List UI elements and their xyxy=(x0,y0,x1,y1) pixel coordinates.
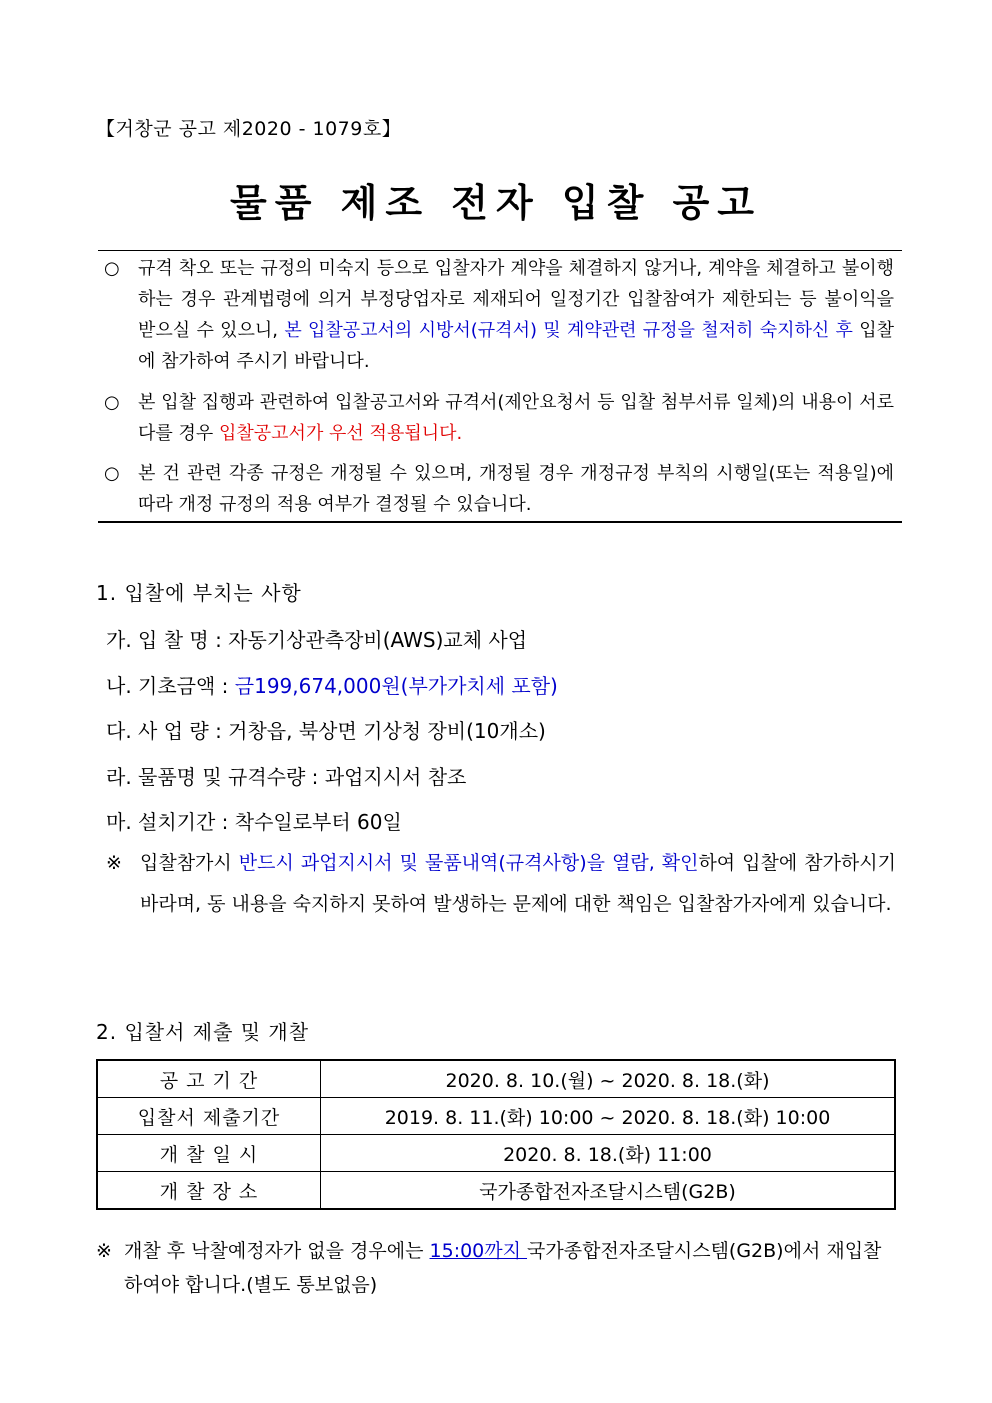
caution-item xyxy=(104,253,894,377)
table-row xyxy=(97,1098,895,1135)
emphasis-red: 입찰공고서가 우선 적용됩니다. xyxy=(219,423,463,444)
caution-text: 본 건 관련 각종 규정은 개정될 수 있으며, 개정될 경우 개정규정 부칙의 시행일(또는 적용일)에 따라 개정 규정의 적용 여부가 결정될 수 있습니다. xyxy=(138,463,894,515)
table-cell: 2019. 8. 11.(화) 10:00 ~ 2020. 8. 18.(화) 10:00 xyxy=(321,1098,896,1135)
caution-item xyxy=(104,387,894,449)
table-header-cell: 개 찰 일 시 xyxy=(97,1135,321,1172)
bid-item: 가. 입 찰 명 : 자동기상관측장비(AWS)교체 사업 xyxy=(106,628,528,652)
bid-item: 마. 설치기간 : 착수일로부터 60일 xyxy=(106,810,402,834)
table-header-cell: 입찰서 제출기간 xyxy=(97,1098,321,1135)
bid-item: 나. 기초금액 : 금199,674,000원(부가가치세 포함) xyxy=(106,674,558,698)
bid-item: 다. 사 업 량 : 거창읍, 북상면 기상청 장비(10개소) xyxy=(106,719,546,743)
reference-mark-icon: ※ xyxy=(106,852,122,874)
note-text: 입찰참가시 반드시 과업지시서 및 물품내역(규격사항)을 열람, 확인하여 입찰에 참가하시기 바라며, 동 내용을 숙지하지 못하여 발생하는 문제에 대한 책임은 입찰참가자에게 있습니다. xyxy=(140,852,896,915)
base-amount: 금199,674,000원(부가가치세 포함) xyxy=(234,674,558,698)
table-header-cell: 개 찰 장 소 xyxy=(97,1172,321,1210)
emphasis-blue: 반드시 과업지시서 및 물품내역(규격사항)을 열람, 확인 xyxy=(238,852,699,874)
circle-bullet-icon: ○ xyxy=(104,463,120,484)
bid-item: 라. 물품명 및 규격수량 : 과업지시서 참조 xyxy=(106,765,467,789)
section-heading: 2. 입찰서 제출 및 개찰 xyxy=(96,1020,310,1044)
section-heading: 1. 입찰에 부치는 사항 xyxy=(96,581,302,605)
section-note xyxy=(106,843,896,925)
deadline-time: 15:00까지 xyxy=(429,1240,528,1262)
circle-bullet-icon: ○ xyxy=(104,392,120,413)
caution-text: 규격 착오 또는 규정의 미숙지 등으로 입찰자가 계약을 체결하지 않거나, 계약을 체결하고 불이행하는 경우 관계법령에 의거 부정당업자로 제재되어 일정기간 입찰참여가 제한되는 등 불이익을 받으실 수 있으니, 본 입찰공고서의 시방서(규격서) 및 계약관련 규정을 철저히 숙지하신 후 입찰에 참가하여 주시기 바랍니다. xyxy=(138,258,894,372)
table-cell: 국가종합전자조달시스템(G2B) xyxy=(321,1172,896,1210)
table-cell: 2020. 8. 10.(월) ~ 2020. 8. 18.(화) xyxy=(321,1060,896,1098)
table-header-cell: 공 고 기 간 xyxy=(97,1060,321,1098)
page-title: 물품 제조 전자 입찰 공고 xyxy=(230,181,762,225)
caution-item xyxy=(104,458,894,520)
notice-number: 【거창군 공고 제2020 - 1079호】 xyxy=(96,118,402,140)
table-row xyxy=(97,1172,895,1210)
caution-text: 본 입찰 집행과 관련하여 입찰공고서와 규격서(제안요청서 등 입찰 첨부서류 일체)의 내용이 서로 다를 경우 입찰공고서가 우선 적용됩니다. xyxy=(138,392,894,444)
circle-bullet-icon: ○ xyxy=(104,258,120,279)
emphasis-blue: 본 입찰공고서의 시방서(규격서) 및 계약관련 규정을 철저히 숙지하신 후 xyxy=(284,320,853,341)
schedule-table xyxy=(96,1059,896,1210)
table-row xyxy=(97,1060,895,1098)
reference-mark-icon: ※ xyxy=(96,1240,112,1262)
table-cell: 2020. 8. 18.(화) 11:00 xyxy=(321,1135,896,1172)
rebid-footnote xyxy=(96,1234,896,1302)
table-row xyxy=(97,1135,895,1172)
footnote-text: 개찰 후 낙찰예정자가 없을 경우에는 15:00까지 국가종합전자조달시스템(G2B)에서 재입찰하여야 합니다.(별도 통보없음) xyxy=(124,1240,882,1296)
